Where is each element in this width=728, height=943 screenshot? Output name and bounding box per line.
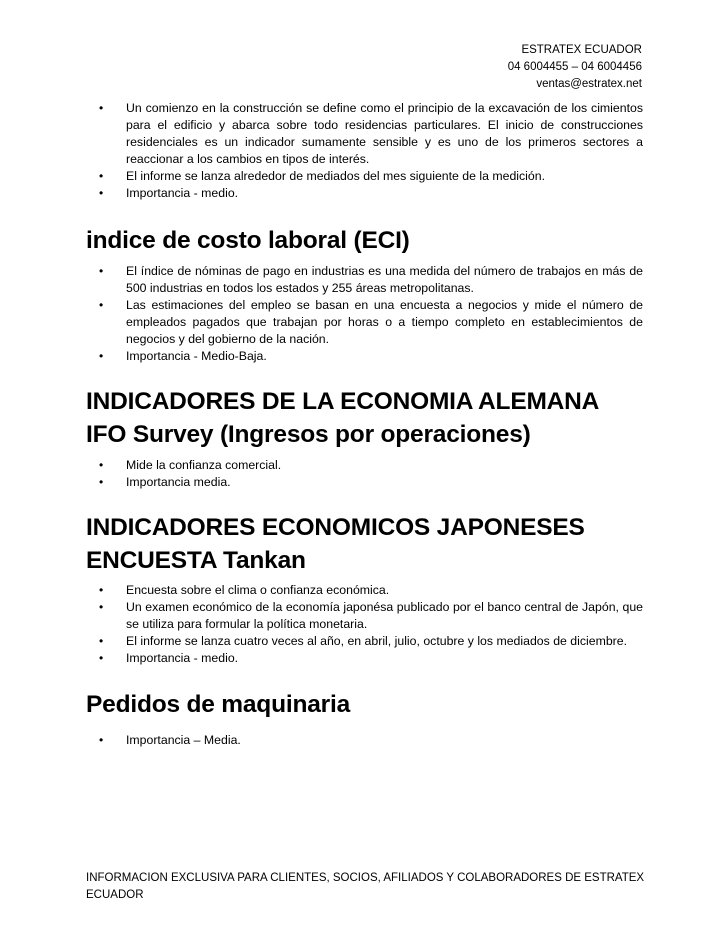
bullet-icon: • [99, 186, 104, 200]
section-heading-alemana [86, 385, 643, 451]
bullet-icon: • [99, 733, 104, 747]
list-item: • Mide la confianza comercial. [99, 458, 282, 472]
section-heading-japon [86, 511, 643, 577]
list-item: • Las estimaciones del empleo se basan en una encuesta a negocios y mide el número de empleados pagados que trabajan por horas o a tiempo completo en establecimientos de negocios y del gobierno de la nación. [99, 298, 643, 346]
bullet-icon: • [99, 349, 104, 363]
eci-list [86, 263, 643, 365]
list-item: • Importancia - Medio-Baja. [99, 349, 267, 363]
heading-line: IFO Survey (Ingresos por operaciones) [86, 421, 531, 448]
bullet-icon: • [99, 298, 104, 312]
list-item: • Encuesta sobre el clima o confianza económica. [99, 583, 390, 597]
heading-line: INDICADORES DE LA ECONOMIA ALEMANA [86, 388, 600, 415]
bullet-icon: • [99, 651, 104, 665]
section-heading-eci: indice de costo laboral (ECI) [86, 227, 410, 254]
list-item: • Un examen económico de la economía japonésa publicado por el banco central de Japón, que se utiliza para formular la política monetaria. [99, 600, 643, 631]
list-item: • El índice de nóminas de pago en industrias es una medida del número de trabajos en más de 500 industrias en todos los estados y 255 áreas metropolitanas. [99, 264, 643, 295]
bullet-icon: • [99, 600, 104, 614]
bullet-icon: • [99, 101, 104, 115]
bullet-icon: • [99, 475, 104, 489]
heading-line: INDICADORES ECONOMICOS JAPONESES [86, 514, 585, 541]
list-item: • Un comienzo en la construcción se define como el principio de la excavación de los cimientos para el edificio y abarca sobre todo residencias particulares. El inicio de construcciones residenciales es un indicador sumamente sensible y es uno de los primeros sectores a reaccionar a los cambios en tipos de interés. [99, 101, 643, 166]
heading-line: ENCUESTA Tankan [86, 547, 306, 574]
bullet-icon: • [99, 169, 104, 183]
page-content [86, 100, 643, 749]
bullet-icon: • [99, 583, 104, 597]
company-email: ventas@estratex.net [536, 78, 642, 90]
page-footer: INFORMACION EXCLUSIVA PARA CLIENTES, SOCIOS, AFILIADOS Y COLABORADORES DE ESTRATEX ECUADOR [86, 872, 645, 901]
bullet-icon: • [99, 458, 104, 472]
bullet-icon: • [99, 634, 104, 648]
pedidos-list [86, 732, 643, 749]
japon-list [86, 582, 643, 667]
bullet-icon: • [99, 264, 104, 278]
company-phones: 04 6004455 – 04 6004456 [507, 61, 642, 73]
alemana-list [86, 457, 643, 491]
intro-list [86, 100, 643, 202]
list-item: • El informe se lanza alrededor de mediados del mes siguiente de la medición. [99, 169, 546, 183]
company-name: ESTRATEX ECUADOR [521, 44, 642, 56]
list-item: • Importancia – Media. [99, 733, 241, 747]
page-header [508, 42, 642, 93]
list-item: • Importancia - medio. [99, 186, 239, 200]
section-heading-pedidos: Pedidos de maquinaria [86, 691, 351, 718]
list-item: • Importancia - medio. [99, 651, 239, 665]
list-item: • Importancia media. [99, 475, 231, 489]
list-item: • El informe se lanza cuatro veces al año, en abril, julio, octubre y los mediados de diciembre. [99, 634, 628, 648]
